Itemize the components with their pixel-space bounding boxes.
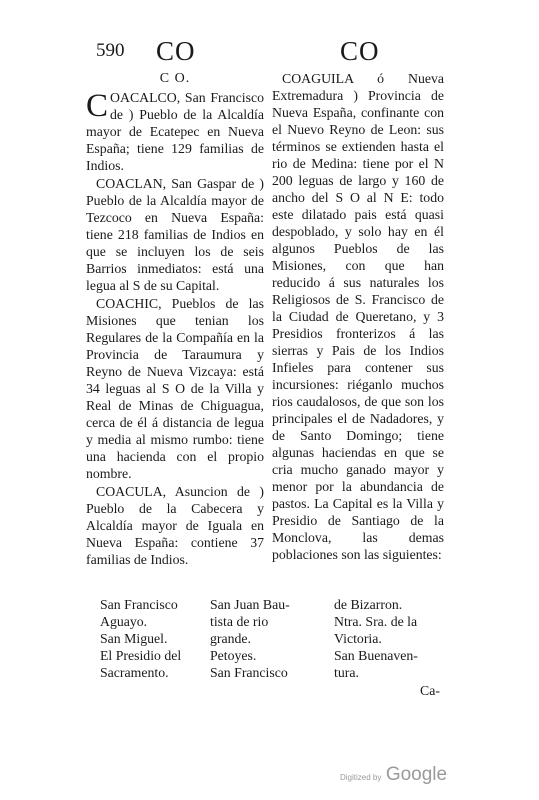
list-cell: San Francisco [100,597,178,612]
list-cell: San Buenaven- [334,648,418,663]
list-cell: San Juan Bau- [210,597,290,612]
settlements-list [100,596,450,681]
digitized-watermark [340,764,447,786]
catchword: Ca- [420,683,440,698]
left-column [86,70,264,569]
running-head-right: CO [340,36,380,66]
list-cell: El Presidio del [100,648,182,663]
list-cell: tura. [334,665,359,680]
list-cell: Ntra. Sra. de la [334,614,418,629]
running-head-left: CO [156,36,196,66]
entry-coacalco [86,89,264,174]
list-cell: tista de rio [210,614,269,629]
watermark-prefix: Digitized by [340,773,382,782]
page-number: 590 [96,40,125,61]
list-cell: de Bizarron. [334,597,403,612]
column-heading: C O. [159,71,191,86]
list-cell: San Miguel. [100,631,168,646]
entry-coacula: COACULA, Asuncion de ) Pueblo de la Cabecera y Alcaldía mayor de Iguala en Nueva España: contiene 37 familias de Indios. [86,484,264,567]
list-cell: San Francisco [210,665,288,680]
list-cell: Sacramento. [100,665,169,680]
entry-coaclan: COACLAN, San Gaspar de ) Pueblo de la Alcaldía mayor de Tezcoco en Nueva España: tiene 218 familias de Indios en que se incluyen los de seis Barrios inmediatos: está una legua al S de su Capital. [86,176,264,293]
list-row [100,630,450,647]
google-logo: Google [385,764,448,785]
drop-cap: C [86,88,109,124]
list-row [100,613,450,630]
list-cell: Aguayo. [100,614,148,629]
list-cell: Petoyes. [210,648,257,663]
entry-coachic: COACHIC, Pueblos de las Misiones que tenian los Regulares de la Compañía en la Provincia de Taraumura y Reyno de Nueva Vizcaya: está 34 leguas al S O de la Villa y Real de Minas de Chiguagua, cerca de él á distancia de legua y media al mismo rumbo: tiene una hacienda con el propio nombre. [86,296,264,481]
entry-text: OACALCO, San Francisco de ) Pueblo de la Alcaldía mayor de Ecatepec en Nueva España; tiene 129 familias de Indios. [86,90,264,173]
list-cell: grande. [210,631,251,646]
list-cell: Victoria. [334,631,382,646]
list-row [100,647,450,664]
entry-coaguila: COAGUILA ó Nueva Extremadura ) Provincia de Nueva España, confinante con el Nuevo Reyno de Leon: sus términos se extienden hasta el rio de Medina: tiene por el N 200 leguas de largo y 160 de ancho del S O al N E: todo este dilatado pais está quasi despoblado, y solo hay en él algunos Pueblos de las Misiones, con que han reducido á sus naturales los Religiosos de S. Francisco de la Ciudad de Queretano, y 3 Presidios fronterizos á las sierras y Pais de los Indios Infieles para contener sus incursiones: riéganlo muchos rios caudalosos, de que son los principales el de Nadadores, y de Santo Domingo; tiene algunas haciendas en que se cria mucho ganado mayor y menor por la abundancia de pastos. La Capital es la Villa y Presidio de Santiago de la Monclova, las demas poblaciones son las siguientes: [272,71,444,562]
list-row [100,664,450,681]
list-row [100,596,450,613]
right-column [272,70,444,564]
